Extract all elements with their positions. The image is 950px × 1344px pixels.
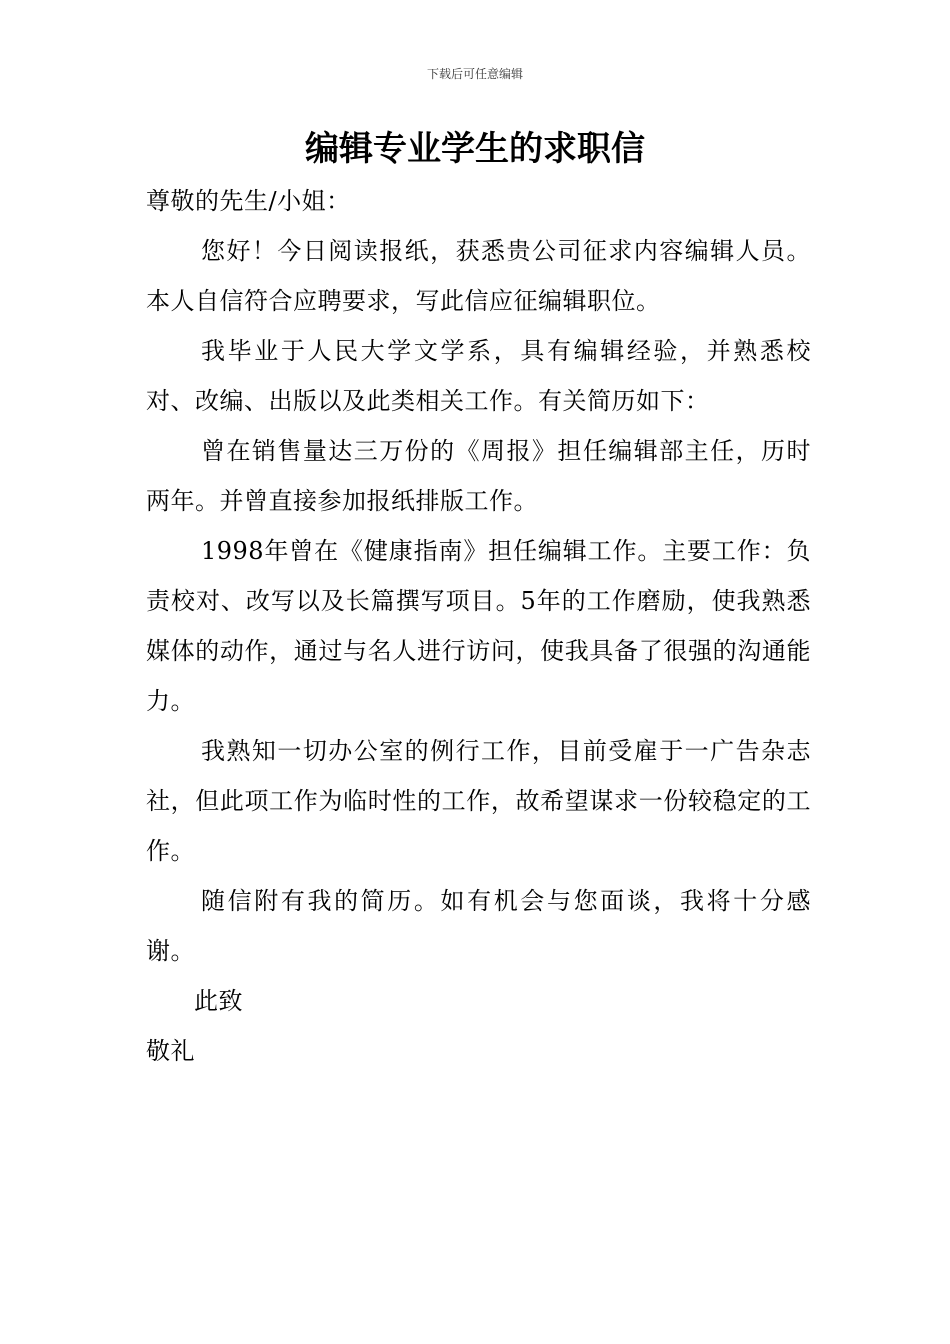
paragraph-experience-health: 1998年曾在《健康指南》担任编辑工作。主要工作：负责校对、改写以及长篇撰写项目。5年的工作磨励，使我熟悉媒体的动作，通过与名人进行访问，使我具备了很强的沟通能力。 [146, 537, 811, 715]
paragraph-attachment: 随信附有我的简历。如有机会与您面谈，我将十分感谢。 [146, 887, 811, 965]
paragraph-current-job: 我熟知一切办公室的例行工作，目前受雇于一广告杂志社，但此项工作为临时性的工作，故希望谋求一份较稳定的工作。 [146, 737, 811, 865]
paragraph-intro: 您好！今日阅读报纸，获悉贵公司征求内容编辑人员。本人自信符合应聘要求，写此信应征编辑职位。 [146, 237, 811, 315]
salutation: 尊敬的先生/小姐： [146, 187, 351, 215]
header-note: 下载后可任意编辑 [426, 67, 523, 81]
letter-title: 编辑专业学生的求职信 [305, 129, 645, 169]
letter-body [146, 176, 811, 1076]
paragraph-education: 我毕业于人民大学文学系，具有编辑经验，并熟悉校对、改编、出版以及此类相关工作。有关简历如下： [146, 337, 811, 415]
paragraph-experience-weekly: 曾在销售量达三万份的《周报》担任编辑部主任，历时两年。并曾直接参加报纸排版工作。 [146, 437, 811, 515]
regards: 敬礼 [146, 1037, 195, 1065]
closing: 此致 [194, 987, 243, 1015]
